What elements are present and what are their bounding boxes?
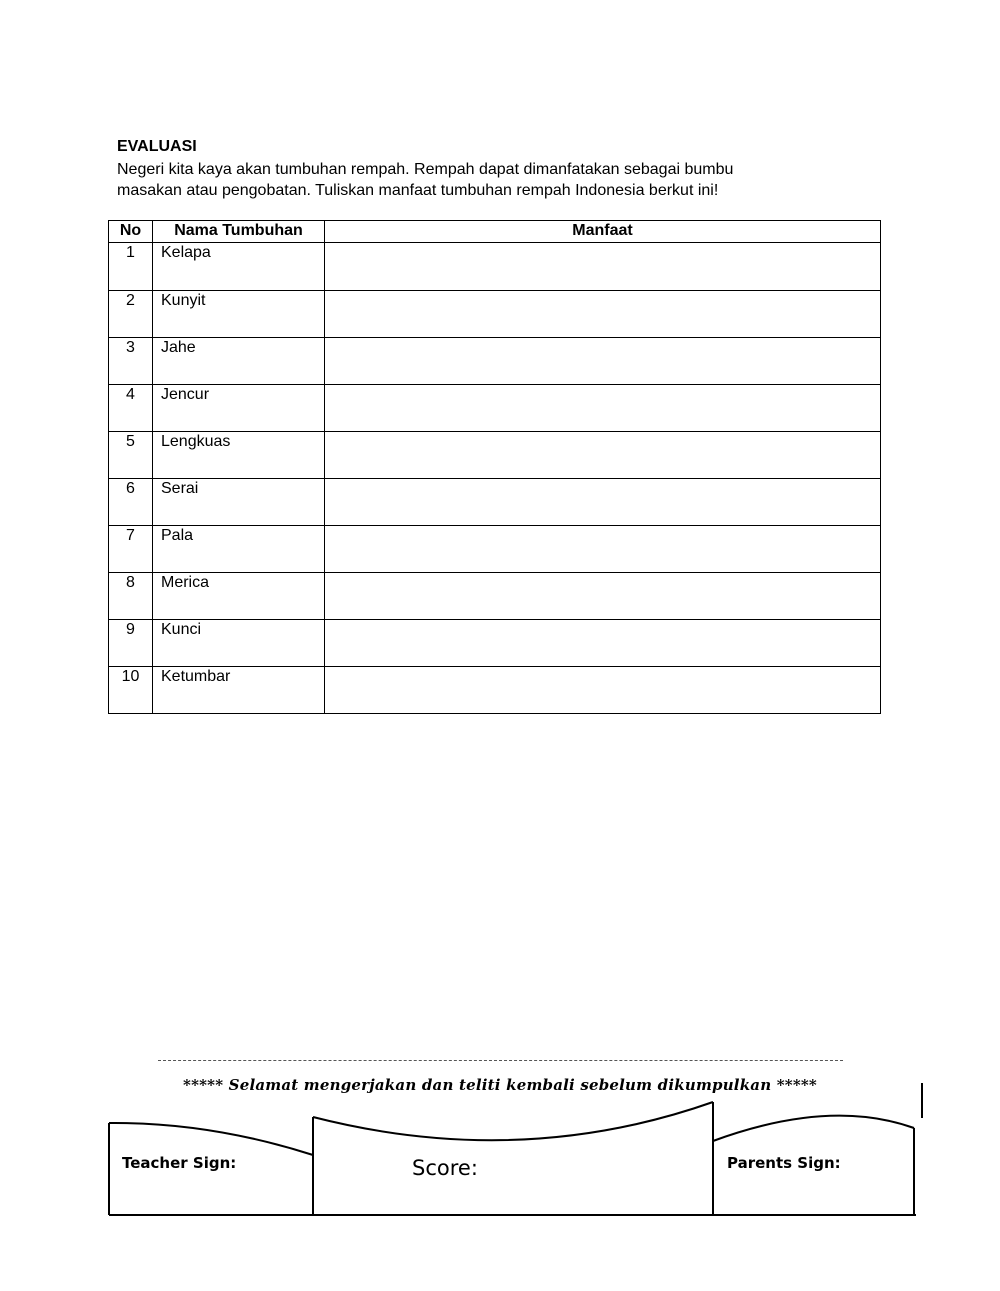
score-label: Score: (412, 1156, 478, 1180)
row-number: 3 (109, 338, 153, 385)
page-title: EVALUASI (117, 138, 197, 155)
row-number: 2 (109, 291, 153, 338)
plant-name: Kunyit (153, 291, 325, 338)
motto-text: ***** Selamat mengerjakan dan teliti kembali sebelum dikumpulkan ***** (183, 1076, 817, 1094)
plant-name: Kunci (153, 620, 325, 667)
row-number: 7 (109, 526, 153, 573)
plant-name: Merica (153, 573, 325, 620)
header-name: Nama Tumbuhan (153, 221, 325, 243)
plant-name: Lengkuas (153, 432, 325, 479)
row-number: 9 (109, 620, 153, 667)
plant-name: Kelapa (153, 243, 325, 291)
row-number: 4 (109, 385, 153, 432)
row-number: 5 (109, 432, 153, 479)
teacher-panel-outline (109, 1123, 313, 1155)
score-panel-outline (313, 1102, 713, 1140)
header-no: No (109, 221, 153, 243)
row-number: 10 (109, 667, 153, 714)
plant-name: Ketumbar (153, 667, 325, 714)
row-number: 8 (109, 573, 153, 620)
parents-panel-outline (713, 1116, 914, 1141)
instructions-line-1: Negeri kita kaya akan tumbuhan rempah. Rempah dapat dimanfatakan sebagai bumbu (117, 161, 734, 178)
plant-name: Pala (153, 526, 325, 573)
plant-name: Jencur (153, 385, 325, 432)
row-number: 6 (109, 479, 153, 526)
parents-sign-label: Parents Sign: (727, 1154, 841, 1172)
teacher-sign-label: Teacher Sign: (122, 1154, 237, 1172)
plant-name: Serai (153, 479, 325, 526)
header-benefit: Manfaat (325, 221, 881, 243)
instructions-line-2: masakan atau pengobatan. Tuliskan manfaat tumbuhan rempah Indonesia berkut ini! (117, 182, 719, 199)
row-number: 1 (109, 243, 153, 291)
plant-name: Jahe (153, 338, 325, 385)
